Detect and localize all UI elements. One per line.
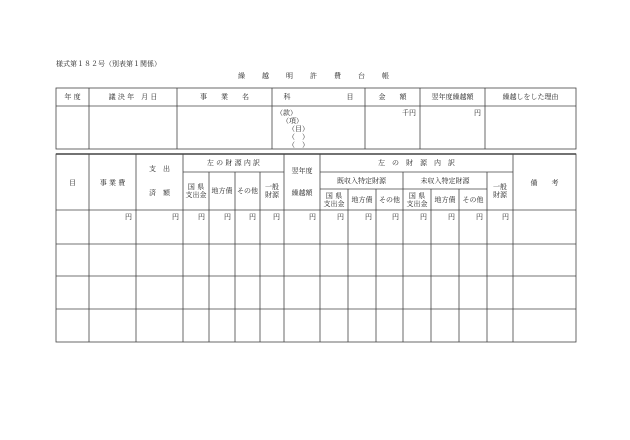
account-line: （項） — [282, 117, 303, 125]
unit-other-2: 円 — [392, 213, 399, 221]
account-line: （ ） — [288, 133, 309, 141]
unit-general-2: 円 — [502, 213, 509, 221]
account-line: （款） — [276, 109, 297, 117]
header-other-1: その他 — [237, 187, 258, 195]
unit-other-3: 円 — [476, 213, 483, 221]
account-line: （ ） — [288, 141, 309, 149]
unit-national-pref-1: 円 — [198, 213, 205, 221]
unit-other-1: 円 — [249, 213, 256, 221]
unit-local-bond-2: 円 — [365, 213, 372, 221]
header-breakdown-1: 左 の 財 源 内 訳 — [206, 159, 261, 167]
header-payment-top: 支 出 — [149, 165, 170, 173]
header-national-pref-2: 国 県 支出金 — [323, 192, 345, 208]
unit-national-pref-3: 円 — [420, 213, 427, 221]
header-amount: 金 額 — [378, 93, 407, 101]
header-local-bond-1: 地方債 — [211, 187, 233, 195]
header-national-pref-3: 国 県 支出金 — [406, 192, 428, 208]
unit-general-1: 円 — [273, 213, 280, 221]
header-breakdown-2: 左 の 財 源 内 訳 — [378, 159, 455, 167]
account-line: （目） — [288, 125, 309, 133]
amount-unit: 千円 — [402, 109, 416, 117]
unit-next-year: 円 — [309, 213, 316, 221]
header-local-bond-2: 地方債 — [351, 196, 373, 204]
header-next-year-bottom: 繰越額 — [291, 189, 313, 197]
header-general-2: 一般 財源 — [493, 183, 507, 199]
unit-local-bond-1: 円 — [224, 213, 231, 221]
header-received: 既収入特定財源 — [337, 177, 386, 185]
unit-payment: 円 — [172, 213, 179, 221]
header-other-2: その他 — [379, 196, 400, 204]
unit-project-cost: 円 — [125, 213, 132, 221]
header-item: 目 — [69, 179, 76, 187]
form-number: 様式第１８２号（別表第１関係） — [56, 60, 161, 68]
header-payment-bottom: 済 額 — [149, 189, 170, 197]
header-unreceived: 未収入特定財源 — [420, 177, 470, 185]
form-title: 繰 越 明 許 費 台 帳 — [238, 72, 394, 80]
header-next-year-top: 翌年度 — [291, 167, 313, 175]
unit-local-bond-3: 円 — [448, 213, 455, 221]
header-account: 科 目 — [283, 93, 354, 101]
header-resolution-date: 議 決 年 月 日 — [108, 93, 158, 101]
header-reason: 繰越しをした理由 — [502, 93, 559, 101]
header-other-3: その他 — [462, 196, 484, 204]
header-project-name: 事 業 名 — [200, 93, 249, 101]
header-project-cost: 事 業 費 — [99, 179, 126, 187]
header-local-bond-3: 地方債 — [434, 196, 456, 204]
carryover-unit: 円 — [474, 109, 481, 117]
header-note: 備 考 — [530, 179, 559, 187]
unit-national-pref-2: 円 — [337, 213, 344, 221]
header-national-pref-1: 国 県 支出金 — [185, 183, 207, 199]
header-general-1: 一般 財源 — [265, 183, 279, 199]
header-next-year-carryover: 翌年度繰越額 — [431, 93, 474, 101]
header-fiscal-year: 年 度 — [64, 93, 81, 101]
